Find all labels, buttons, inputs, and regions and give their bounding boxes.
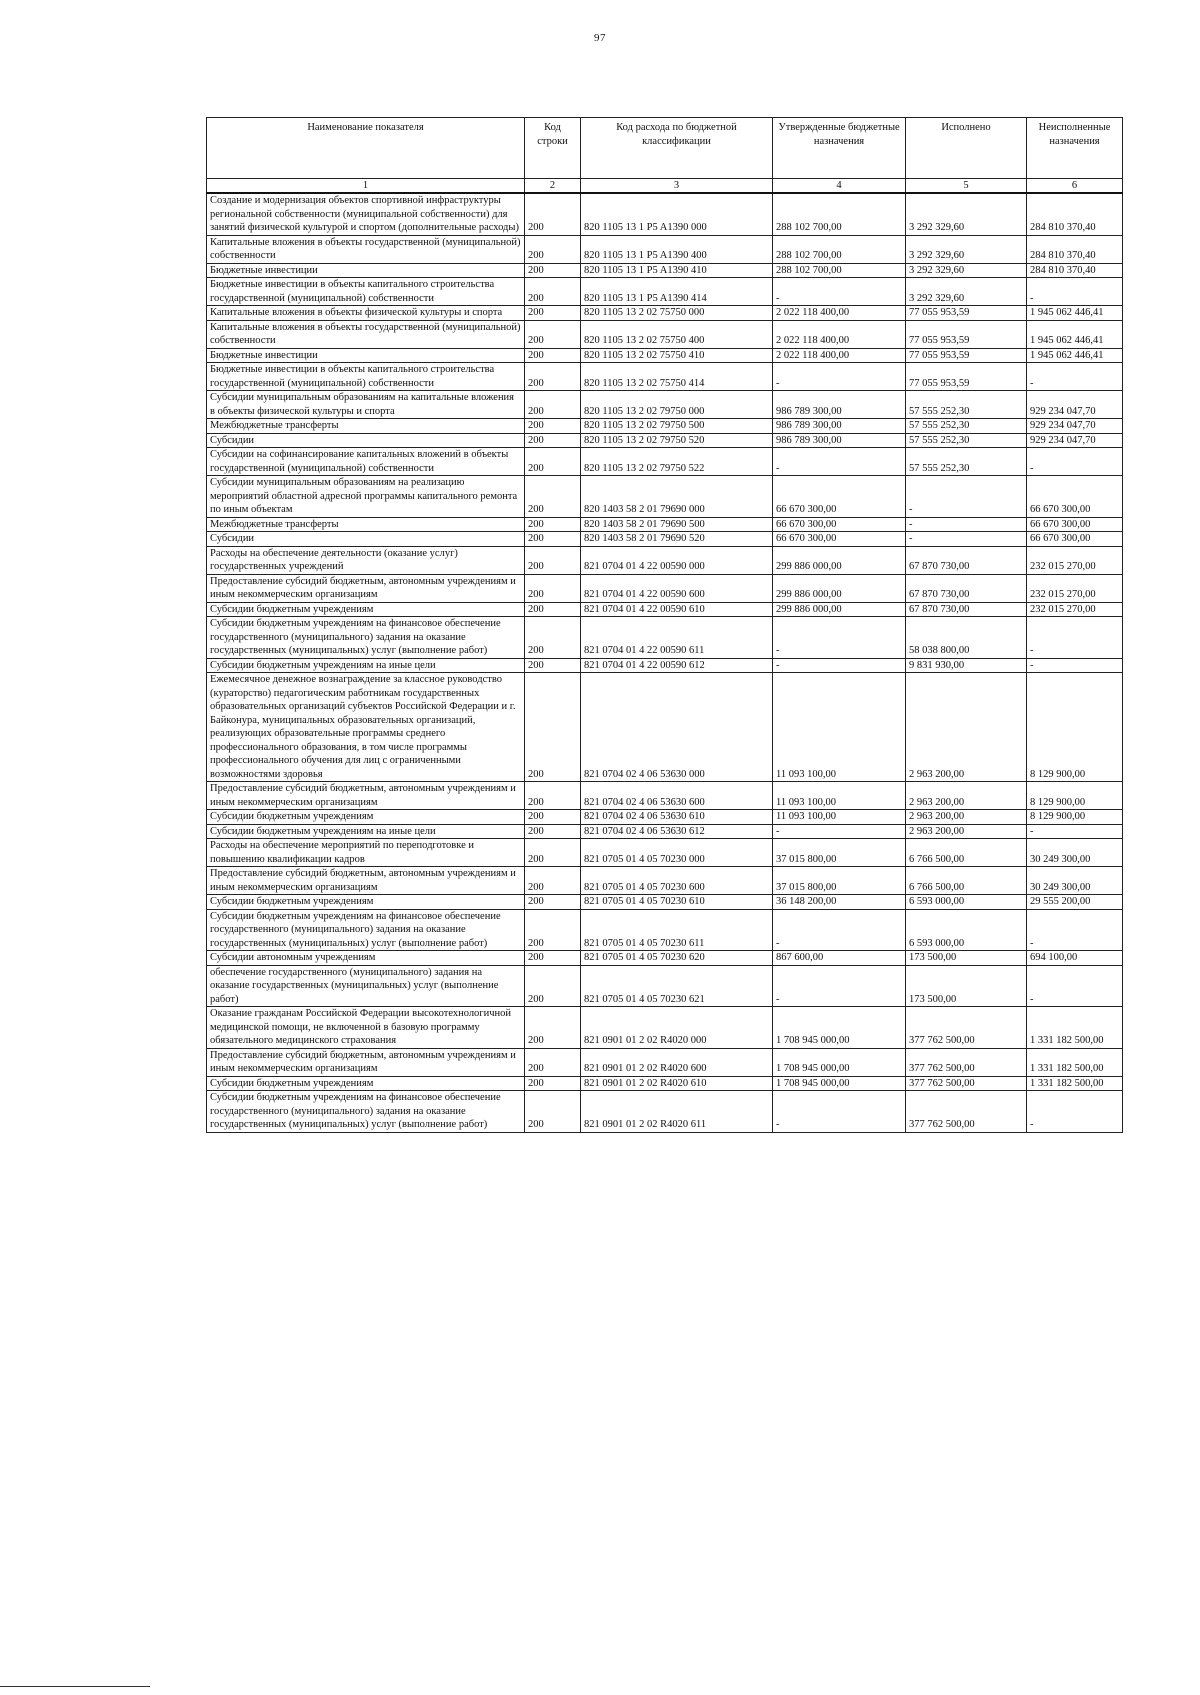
row-unexecuted: - [1027,1091,1123,1133]
row-executed: 6 766 500,00 [906,867,1027,895]
row-name: Бюджетные инвестиции [207,263,525,278]
row-approved: 2 022 118 400,00 [773,306,906,321]
table-row [207,306,1123,321]
row-approved: 299 886 000,00 [773,574,906,602]
row-executed: 6 766 500,00 [906,839,1027,867]
row-name: Бюджетные инвестиции в объекты капитального строительства государственной (муниципальной) собственности [207,278,525,306]
row-approved: - [773,617,906,659]
row-budget-code: 821 0704 02 4 06 53630 600 [581,782,773,810]
row-budget-code: 821 0704 02 4 06 53630 612 [581,824,773,839]
row-unexecuted: - [1027,617,1123,659]
row-line-code: 200 [525,839,581,867]
row-executed: 3 292 329,60 [906,278,1027,306]
row-budget-code: 821 0705 01 4 05 70230 611 [581,909,773,951]
row-executed: 2 963 200,00 [906,824,1027,839]
row-line-code: 200 [525,1048,581,1076]
row-name: Создание и модернизация объектов спортивной инфраструктуры региональной собственности (муниципальной собственности) для занятий физической культурой и спортом (дополнительные расходы) [207,193,525,235]
row-name: Субсидии бюджетным учреждениям на финансовое обеспечение государственного (муниципального) задания на оказание государственных (муниципальных) услуг (выполнение работ) [207,1091,525,1133]
row-executed: 173 500,00 [906,951,1027,966]
row-line-code: 200 [525,391,581,419]
row-executed: 3 292 329,60 [906,235,1027,263]
row-line-code: 200 [525,193,581,235]
row-budget-code: 820 1403 58 2 01 79690 520 [581,532,773,547]
row-budget-code: 821 0901 01 2 02 R4020 610 [581,1076,773,1091]
row-unexecuted: 30 249 300,00 [1027,839,1123,867]
column-number: 3 [581,179,773,194]
row-executed: 9 831 930,00 [906,658,1027,673]
row-executed: 58 038 800,00 [906,617,1027,659]
row-line-code: 200 [525,965,581,1007]
table-row [207,867,1123,895]
header-name: Наименование показателя [207,118,525,179]
row-name: Предоставление субсидий бюджетным, автономным учреждениям и иным некоммерческим организациям [207,1048,525,1076]
row-line-code: 200 [525,278,581,306]
row-budget-code: 820 1105 13 2 02 79750 522 [581,448,773,476]
row-name: Бюджетные инвестиции в объекты капитального строительства государственной (муниципальной) собственности [207,363,525,391]
row-line-code: 200 [525,951,581,966]
row-line-code: 200 [525,448,581,476]
row-unexecuted: 1 331 182 500,00 [1027,1048,1123,1076]
row-executed: - [906,517,1027,532]
row-approved: 66 670 300,00 [773,532,906,547]
table-row [207,782,1123,810]
row-unexecuted: - [1027,658,1123,673]
header-approved: Утвержденные бюджетные назначения [773,118,906,179]
bottom-rule [0,1686,150,1687]
row-unexecuted: 66 670 300,00 [1027,532,1123,547]
table-row [207,476,1123,518]
row-line-code: 200 [525,1091,581,1133]
table-row [207,602,1123,617]
row-unexecuted: 929 234 047,70 [1027,391,1123,419]
table-row [207,448,1123,476]
row-line-code: 200 [525,419,581,434]
row-unexecuted: 284 810 370,40 [1027,263,1123,278]
row-budget-code: 821 0901 01 2 02 R4020 000 [581,1007,773,1049]
row-line-code: 200 [525,235,581,263]
row-approved: - [773,448,906,476]
row-name: Субсидии [207,532,525,547]
row-name: Предоставление субсидий бюджетным, автономным учреждениям и иным некоммерческим организациям [207,867,525,895]
row-executed: 377 762 500,00 [906,1091,1027,1133]
header-unexecuted: Неисполненные назначения [1027,118,1123,179]
row-executed: 3 292 329,60 [906,263,1027,278]
row-line-code: 200 [525,810,581,825]
row-line-code: 200 [525,476,581,518]
column-number-row [207,179,1123,194]
row-approved: - [773,363,906,391]
table-row [207,810,1123,825]
row-unexecuted: 284 810 370,40 [1027,193,1123,235]
row-budget-code: 820 1403 58 2 01 79690 500 [581,517,773,532]
row-name: Предоставление субсидий бюджетным, автономным учреждениям и иным некоммерческим организациям [207,574,525,602]
table-row [207,517,1123,532]
row-line-code: 200 [525,532,581,547]
row-unexecuted: - [1027,278,1123,306]
row-approved: - [773,278,906,306]
row-line-code: 200 [525,602,581,617]
row-name: Субсидии на софинансирование капитальных вложений в объекты государственной (муниципальной) собственности [207,448,525,476]
row-approved: 288 102 700,00 [773,263,906,278]
row-approved: 11 093 100,00 [773,673,906,782]
row-approved: 288 102 700,00 [773,235,906,263]
row-approved: 66 670 300,00 [773,517,906,532]
row-budget-code: 821 0704 01 4 22 00590 000 [581,546,773,574]
row-budget-code: 820 1403 58 2 01 79690 000 [581,476,773,518]
budget-execution-table [206,117,1123,1133]
row-line-code: 200 [525,433,581,448]
row-approved: 288 102 700,00 [773,193,906,235]
row-unexecuted: - [1027,824,1123,839]
row-approved: 299 886 000,00 [773,546,906,574]
row-executed: 6 593 000,00 [906,895,1027,910]
row-budget-code: 821 0705 01 4 05 70230 620 [581,951,773,966]
row-executed: 77 055 953,59 [906,363,1027,391]
table-row [207,532,1123,547]
table-row [207,673,1123,782]
row-budget-code: 821 0705 01 4 05 70230 610 [581,895,773,910]
column-number: 6 [1027,179,1123,194]
row-budget-code: 820 1105 13 2 02 75750 000 [581,306,773,321]
row-name: Бюджетные инвестиции [207,348,525,363]
row-approved: - [773,824,906,839]
row-line-code: 200 [525,895,581,910]
row-executed: 377 762 500,00 [906,1007,1027,1049]
row-name: Субсидии бюджетным учреждениям [207,895,525,910]
table-row [207,320,1123,348]
row-unexecuted: 232 015 270,00 [1027,602,1123,617]
row-line-code: 200 [525,673,581,782]
row-unexecuted: 929 234 047,70 [1027,433,1123,448]
row-unexecuted: 1 945 062 446,41 [1027,306,1123,321]
row-budget-code: 821 0705 01 4 05 70230 000 [581,839,773,867]
row-executed: 67 870 730,00 [906,574,1027,602]
table-row [207,824,1123,839]
row-executed: 67 870 730,00 [906,602,1027,617]
row-line-code: 200 [525,658,581,673]
table-row [207,235,1123,263]
row-name: Расходы на обеспечение мероприятий по переподготовке и повышению квалификации кадров [207,839,525,867]
row-line-code: 200 [525,320,581,348]
row-executed: 77 055 953,59 [906,348,1027,363]
row-line-code: 200 [525,909,581,951]
row-approved: 1 708 945 000,00 [773,1048,906,1076]
row-budget-code: 820 1105 13 2 02 75750 400 [581,320,773,348]
row-approved: - [773,1091,906,1133]
row-approved: 11 093 100,00 [773,782,906,810]
row-executed: 173 500,00 [906,965,1027,1007]
row-executed: 77 055 953,59 [906,306,1027,321]
row-budget-code: 820 1105 13 2 02 79750 000 [581,391,773,419]
header-budget-code: Код расхода по бюджетной классификации [581,118,773,179]
row-executed: 2 963 200,00 [906,673,1027,782]
row-name: Субсидии бюджетным учреждениям [207,1076,525,1091]
table-row [207,433,1123,448]
row-budget-code: 820 1105 13 1 P5 A1390 000 [581,193,773,235]
row-line-code: 200 [525,1007,581,1049]
table-row [207,193,1123,235]
row-name: Субсидии бюджетным учреждениям на финансовое обеспечение государственного (муниципального) задания на оказание государственных (муниципальных) услуг (выполнение работ) [207,617,525,659]
row-unexecuted: - [1027,965,1123,1007]
row-approved: 37 015 800,00 [773,867,906,895]
row-executed: 67 870 730,00 [906,546,1027,574]
row-executed: 57 555 252,30 [906,391,1027,419]
row-unexecuted: 8 129 900,00 [1027,673,1123,782]
row-executed: - [906,476,1027,518]
table-row [207,658,1123,673]
row-unexecuted: 694 100,00 [1027,951,1123,966]
row-approved: - [773,965,906,1007]
table-row [207,1076,1123,1091]
row-approved: 986 789 300,00 [773,391,906,419]
row-unexecuted: 284 810 370,40 [1027,235,1123,263]
row-executed: 57 555 252,30 [906,433,1027,448]
row-budget-code: 820 1105 13 1 P5 A1390 410 [581,263,773,278]
table-row [207,419,1123,434]
row-line-code: 200 [525,546,581,574]
row-executed: 57 555 252,30 [906,419,1027,434]
row-approved: 37 015 800,00 [773,839,906,867]
row-line-code: 200 [525,1076,581,1091]
row-budget-code: 820 1105 13 2 02 75750 414 [581,363,773,391]
column-number: 5 [906,179,1027,194]
row-budget-code: 821 0705 01 4 05 70230 621 [581,965,773,1007]
row-unexecuted: - [1027,448,1123,476]
row-unexecuted: 66 670 300,00 [1027,476,1123,518]
row-unexecuted: 1 945 062 446,41 [1027,348,1123,363]
row-line-code: 200 [525,263,581,278]
page-number: 97 [594,32,606,44]
row-approved: - [773,658,906,673]
row-line-code: 200 [525,348,581,363]
row-budget-code: 821 0704 01 4 22 00590 610 [581,602,773,617]
row-executed: 2 963 200,00 [906,782,1027,810]
row-name: Субсидии муниципальным образованиям на капитальные вложения в объекты физической культуры и спорта [207,391,525,419]
row-unexecuted: 1 331 182 500,00 [1027,1076,1123,1091]
row-unexecuted: 1 945 062 446,41 [1027,320,1123,348]
row-budget-code: 821 0704 02 4 06 53630 610 [581,810,773,825]
row-budget-code: 821 0704 01 4 22 00590 612 [581,658,773,673]
row-name: Ежемесячное денежное вознаграждение за классное руководство (кураторство) педагогическим работникам государственных образовательных организаций субъектов Российской Федерации и г. Байконура, муниципальных образовательных организаций, реализующих образовательные программы среднего профессионального образования, в том числе программы профессионального обучения для лиц с ограниченными возможностями здоровья [207,673,525,782]
row-line-code: 200 [525,824,581,839]
row-executed: 77 055 953,59 [906,320,1027,348]
row-executed: 3 292 329,60 [906,193,1027,235]
row-budget-code: 821 0704 01 4 22 00590 611 [581,617,773,659]
row-executed: 6 593 000,00 [906,909,1027,951]
table-row [207,1007,1123,1049]
row-name: Предоставление субсидий бюджетным, автономным учреждениям и иным некоммерческим организациям [207,782,525,810]
row-executed: 377 762 500,00 [906,1048,1027,1076]
row-unexecuted: - [1027,909,1123,951]
row-name: Капитальные вложения в объекты государственной (муниципальной) собственности [207,320,525,348]
row-name: Оказание гражданам Российской Федерации высокотехнологичной медицинской помощи, не включенной в базовую программу обязательного медицинского страхования [207,1007,525,1049]
row-line-code: 200 [525,517,581,532]
header-executed: Исполнено [906,118,1027,179]
row-line-code: 200 [525,306,581,321]
row-budget-code: 821 0704 01 4 22 00590 600 [581,574,773,602]
table-row [207,546,1123,574]
row-name: Субсидии муниципальным образованиям на реализацию мероприятий областной адресной программы капитального ремонта по иным объектам [207,476,525,518]
row-name: Капитальные вложения в объекты физической культуры и спорта [207,306,525,321]
row-unexecuted: 66 670 300,00 [1027,517,1123,532]
row-name: Капитальные вложения в объекты государственной (муниципальной) собственности [207,235,525,263]
row-line-code: 200 [525,867,581,895]
row-approved: 66 670 300,00 [773,476,906,518]
row-unexecuted: 8 129 900,00 [1027,810,1123,825]
row-budget-code: 821 0705 01 4 05 70230 600 [581,867,773,895]
row-line-code: 200 [525,617,581,659]
row-executed: 2 963 200,00 [906,810,1027,825]
table-header [207,118,1123,194]
row-budget-code: 821 0901 01 2 02 R4020 611 [581,1091,773,1133]
column-number: 4 [773,179,906,194]
row-line-code: 200 [525,782,581,810]
row-executed: 57 555 252,30 [906,448,1027,476]
row-budget-code: 821 0704 02 4 06 53630 000 [581,673,773,782]
row-name: Межбюджетные трансферты [207,517,525,532]
row-approved: 1 708 945 000,00 [773,1076,906,1091]
row-approved: 2 022 118 400,00 [773,320,906,348]
table-row [207,909,1123,951]
column-number: 2 [525,179,581,194]
row-approved: 986 789 300,00 [773,433,906,448]
header-line-code: Код строки [525,118,581,179]
row-approved: - [773,909,906,951]
row-unexecuted: 30 249 300,00 [1027,867,1123,895]
row-name: Субсидии автономным учреждениям [207,951,525,966]
row-approved: 986 789 300,00 [773,419,906,434]
row-unexecuted: 8 129 900,00 [1027,782,1123,810]
table-row [207,391,1123,419]
table-row [207,839,1123,867]
row-name: Субсидии бюджетным учреждениям [207,810,525,825]
table-row [207,574,1123,602]
table-row [207,348,1123,363]
row-budget-code: 820 1105 13 1 P5 A1390 400 [581,235,773,263]
table-row [207,363,1123,391]
row-line-code: 200 [525,574,581,602]
row-approved: 1 708 945 000,00 [773,1007,906,1049]
row-approved: 11 093 100,00 [773,810,906,825]
table-row [207,965,1123,1007]
row-executed: - [906,532,1027,547]
row-budget-code: 821 0901 01 2 02 R4020 600 [581,1048,773,1076]
row-approved: 36 148 200,00 [773,895,906,910]
table-row [207,951,1123,966]
row-unexecuted: 232 015 270,00 [1027,546,1123,574]
table-row [207,617,1123,659]
table-row [207,263,1123,278]
row-approved: 2 022 118 400,00 [773,348,906,363]
table-row [207,1048,1123,1076]
row-name: Межбюджетные трансферты [207,419,525,434]
row-budget-code: 820 1105 13 1 P5 A1390 414 [581,278,773,306]
row-name: Субсидии бюджетным учреждениям на иные цели [207,658,525,673]
row-unexecuted: 929 234 047,70 [1027,419,1123,434]
row-name: Расходы на обеспечение деятельности (оказание услуг) государственных учреждений [207,546,525,574]
row-executed: 377 762 500,00 [906,1076,1027,1091]
row-unexecuted: 1 331 182 500,00 [1027,1007,1123,1049]
row-name: Субсидии бюджетным учреждениям на финансовое обеспечение государственного (муниципального) задания на оказание государственных (муниципальных) услуг (выполнение работ) [207,909,525,951]
row-budget-code: 820 1105 13 2 02 79750 500 [581,419,773,434]
table-body [207,193,1123,1132]
table-row [207,1091,1123,1133]
table-row [207,895,1123,910]
row-budget-code: 820 1105 13 2 02 79750 520 [581,433,773,448]
row-unexecuted: - [1027,363,1123,391]
table-row [207,278,1123,306]
row-name: обеспечение государственного (муниципального) задания на оказание государственных (муниципальных) услуг (выполнение работ) [207,965,525,1007]
row-budget-code: 820 1105 13 2 02 75750 410 [581,348,773,363]
row-approved: 867 600,00 [773,951,906,966]
row-unexecuted: 29 555 200,00 [1027,895,1123,910]
column-number: 1 [207,179,525,194]
row-name: Субсидии бюджетным учреждениям [207,602,525,617]
row-name: Субсидии бюджетным учреждениям на иные цели [207,824,525,839]
row-unexecuted: 232 015 270,00 [1027,574,1123,602]
row-line-code: 200 [525,363,581,391]
row-approved: 299 886 000,00 [773,602,906,617]
row-name: Субсидии [207,433,525,448]
